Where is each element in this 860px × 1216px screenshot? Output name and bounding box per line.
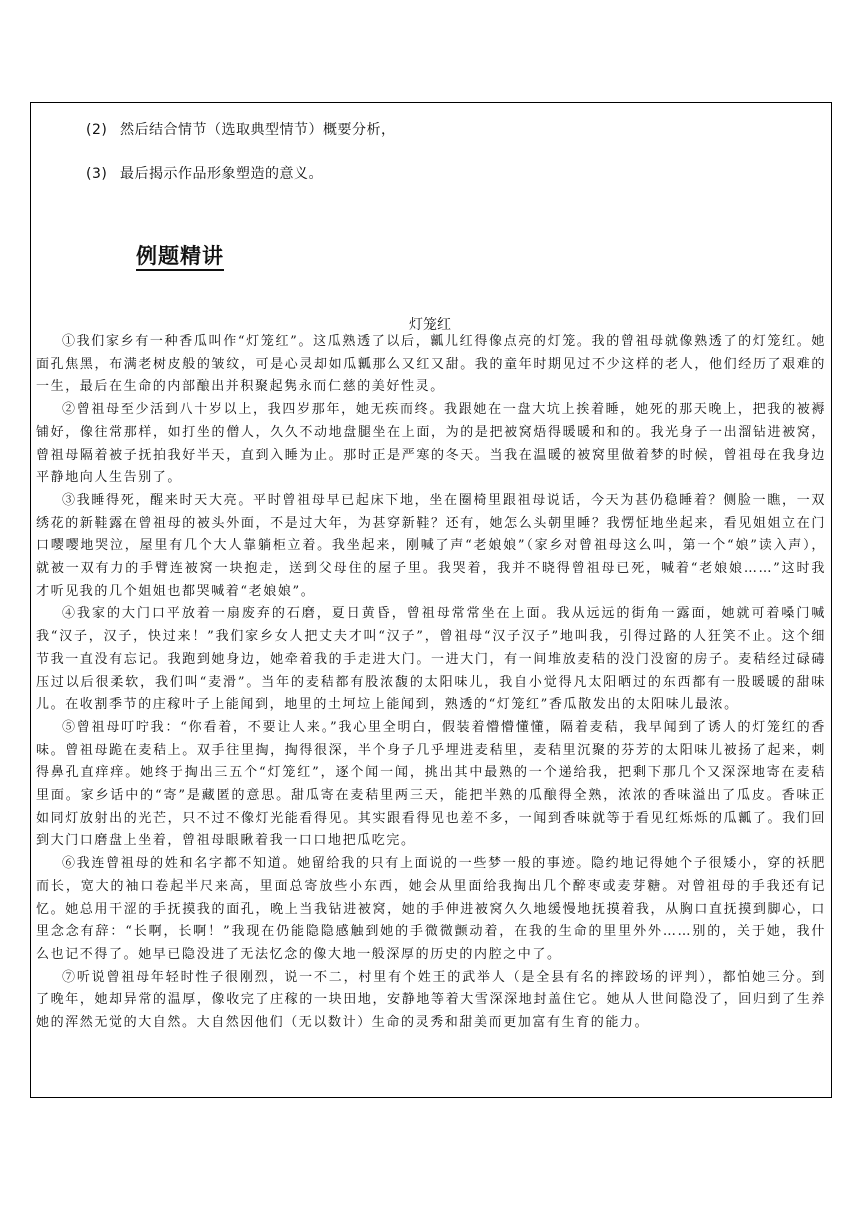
step-2: [86, 119, 396, 139]
step-3: [86, 163, 323, 183]
paragraph-6: ⑥我连曾祖母的姓和名字都不知道。她留给我的只有上面说的一些梦一般的事迹。隐约地记得她个子很矮小，穿的袄肥而长，宽大的袖口卷起半尺来高，里面总寄放些小东西，她会从里面给我掏出几个醉枣或麦芽糖。对曾祖母的手我还有记忆。她总用干涩的手抚摸我的面孔，晚上当我钻进被窝，她的手伸进被窝久久地缓慢地抚摸着我，从胸口直抚摸到脚心，口里念念有辞：“长啊，长啊！”我现在仍能隐隐感触到她的手微微颤动着，在我的生命的里里外外……别的，关于她，我什么也记不得了。她早已隐没进了无法忆念的像大地一般深厚的历史的内腔之中了。: [36, 856, 826, 962]
step-3-number: (3): [86, 166, 108, 182]
article-body: [36, 331, 826, 1035]
paragraph-5: ⑤曾祖母叮咛我：“你看着，不要让人来。”我心里全明白，假装着懵懵懂懂，隔着麦秸，我早闻到了诱人的灯笼红的香味。曾祖母跪在麦秸上。双手往里掏，掏得很深，半个身子几乎埋进麦秸里，麦秸里沉聚的芬芳的太阳味儿被扬了起来，刺得鼻孔直痒痒。她终于掏出三五个“灯笼红”，逐个闻一闻，挑出其中最熟的一个递给我，把剩下那几个又深深地寄在麦秸里面。家乡话中的“寄”是藏匿的意思。甜瓜寄在麦秸里两三天，能把半熟的瓜酿得全熟，浓浓的香味溢出了瓜皮。香味正如同灯放射出的光芒，只不过不像灯光能看得见。其实跟看得见也差不多，一闻到香味就等于看见红烁烁的瓜瓤了。我们回到大门口磨盘上坐着，曾祖母眼瞅着我一口口地把瓜吃完。: [36, 719, 826, 849]
paragraph-2: ②曾祖母至少活到八十岁以上，我四岁那年，她无疾而终。我跟她在一盘大坑上挨着睡，她死的那天晚上，把我的被褥铺好，像往常那样，如打坐的僧人，久久不动地盘腿坐在上面，为的是把被窝焐得暖暖和和的。我光身子一出溜钻进被窝，曾祖母隔着被子抚拍我好半天，直到入睡为止。那时正是严寒的冬天。当我在温暖的被窝里做着梦的时候，曾祖母在我身边平静地向人生告别了。: [36, 402, 826, 486]
paragraph-7: ⑦听说曾祖母年轻时性子很刚烈，说一不二，村里有个姓王的武举人（是全县有名的摔跤场的评判），都怕她三分。到了晚年，她却异常的温厚，像收完了庄稼的一块田地，安静地等着大雪深深地封盖住它。她从人世间隐没了，回归到了生养她的浑然无觉的大自然。大自然因他们（无以数计）生命的灵秀和甜美而更加富有生育的能力。: [36, 969, 826, 1031]
paragraph-4: ④我家的大门口平放着一扇废弃的石磨，夏日黄昏，曾祖母常常坐在上面。我从远远的街角一露面，她就可着嗓门喊我“汉子，汉子，快过来！”我们家乡女人把丈夫才叫“汉子”，曾祖母“汉子汉子”地叫我，引得过路的人狂笑不止。这个细节我一直没有忘记。我跑到她身边，她牵着我的手走进大门。一进大门，有一间堆放麦秸的没门没窗的房子。麦秸经过碌碡压过以后很柔软，我们叫“麦滑”。当年的麦秸都有股浓馥的太阳味儿，我自小觉得凡太阳晒过的东西都有一股暖暖的甜味儿。在收割季节的庄稼叶子上能闻到，地里的土坷垃上能闻到，熟透的“灯笼红”香瓜散发出的太阳味儿最浓。: [36, 606, 826, 713]
paragraph-1: ①我们家乡有一种香瓜叫作“灯笼红”。这瓜熟透了以后，瓤儿红得像点亮的灯笼。我的曾祖母就像熟透了的灯笼红。她面孔焦黑，布满老树皮般的皱纹，可是心灵却如瓜瓤那么又红又甜。我的童年时期见过不少这样的老人，他们经历了艰难的一生，最后在生命的内部酿出并积聚起隽永而仁慈的美好性灵。: [36, 334, 826, 395]
step-2-number: (2): [86, 122, 108, 138]
article-title: 灯笼红: [409, 317, 451, 333]
step-2-text: 然后结合情节（选取典型情节）概要分析，: [120, 122, 396, 138]
section-heading: 例题精讲: [136, 244, 224, 268]
paragraph-3: ③我睡得死，醒来时天大亮。平时曾祖母早已起床下地，坐在圈椅里跟祖母说话，今天为甚仍稳睡着？侧脸一瞧，一双绣花的新鞋露在曾祖母的被头外面，不是过大年，为甚穿新鞋？还有，她怎么头朝里睡？我愣怔地坐起来，看见姐姐立在门口嘤嘤地哭泣，屋里有几个大人靠躺柜立着。我坐起来，刚喊了声“老娘娘”（家乡对曾祖母这么叫，第一个“娘”读入声），就被一双有力的手臂连被窝一块抱走，送到父母住的屋子里。我哭着，我并不晓得曾祖母已死，喊着“老娘娘……”这时我才听见我的几个姐姐也都哭喊着“老娘娘”。: [36, 492, 826, 599]
step-3-text: 最后揭示作品形象塑造的意义。: [120, 166, 323, 182]
